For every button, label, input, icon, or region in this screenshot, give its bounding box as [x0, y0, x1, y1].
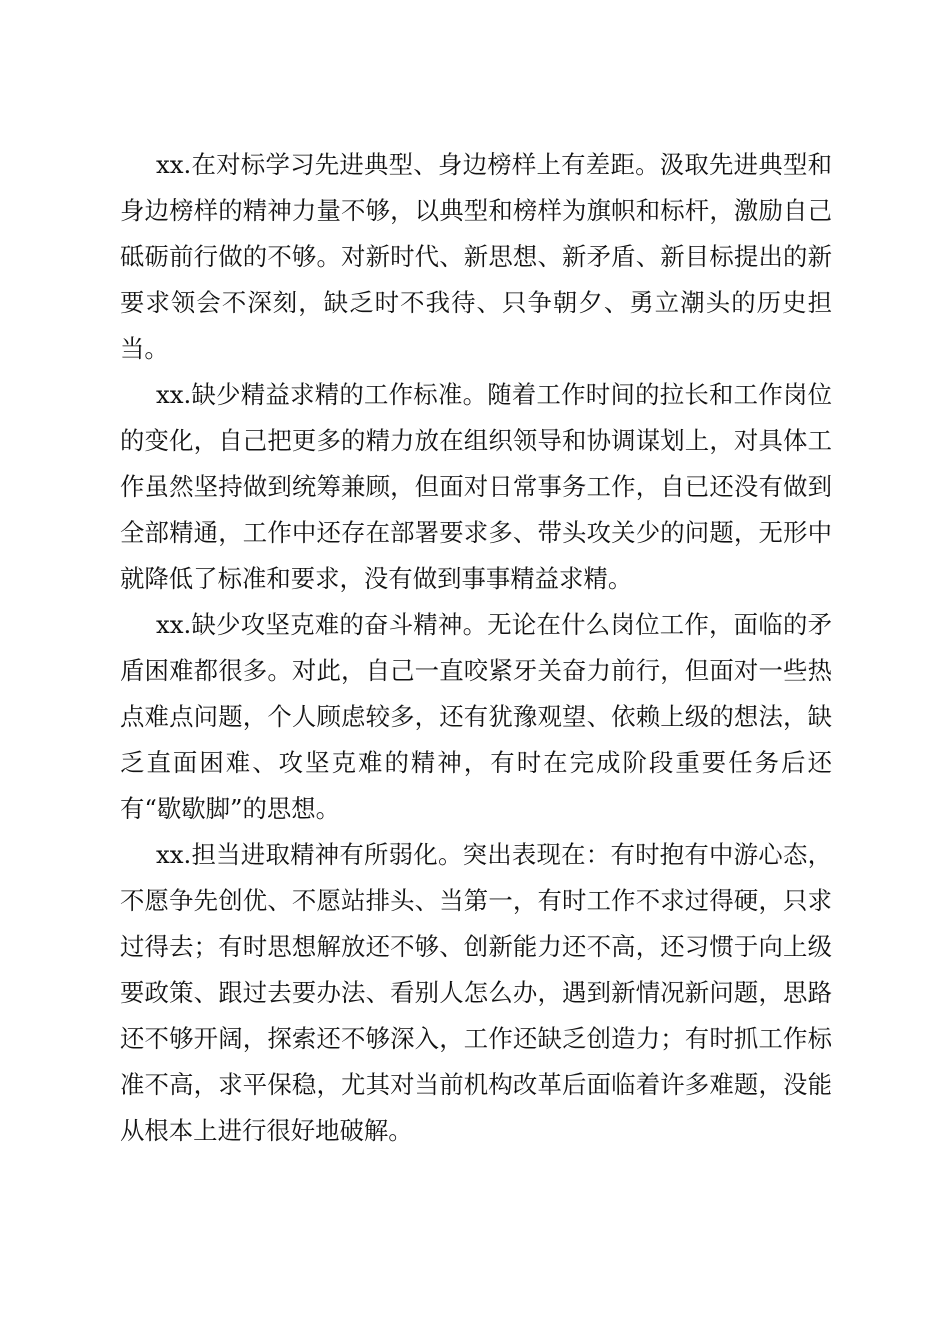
paragraph-work-standards: xx.缺少精益求精的工作标准。随着工作时间的拉长和工作岗位的变化，自己把更多的精力放在组织领导和协调谋划上，对具体工作虽然坚持做到统筹兼顾，但面对日常事务工作，自已还没有做到全部精通，工作中还存在部署要求多、带头攻关少的问题，无形中就降低了标准和要求，没有做到事事精益求精。 — [120, 380, 832, 593]
document-body — [120, 142, 832, 1154]
paragraph-struggle-spirit: xx.缺少攻坚克难的奋斗精神。无论在什么岗位工作，面临的矛盾困难都很多。对此，自己一直咬紧牙关奋力前行，但面对一些热点难点问题，个人顾虑较多，还有犹豫观望、依赖上级的想法，缺乏直面困难、攻坚克难的精神，有时在完成阶段重要任务后还有“歇歇脚”的思想。 — [120, 610, 832, 823]
paragraph-enterprising-spirit: xx.担当进取精神有所弱化。突出表现在：有时抱有中游心态，不愿争先创优、不愿站排头、当第一，有时工作不求过得硬，只求过得去；有时思想解放还不够、创新能力还不高，还习惯于向上级要政策、跟过去要办法、看别人怎么办，遇到新情况新问题，思路还不够开阔，探索还不够深入，工作还缺乏创造力；有时抓工作标准不高，求平保稳，尤其对当前机构改革后面临着许多难题，没能从根本上进行很好地破解。 — [120, 840, 832, 1145]
paragraph-benchmark-learning: xx.在对标学习先进典型、身边榜样上有差距。汲取先进典型和身边榜样的精神力量不够，以典型和榜样为旗帜和标杆，激励自己砥砺前行做的不够。对新时代、新思想、新矛盾、新目标提出的新要求领会不深刻，缺乏时不我待、只争朝夕、勇立潮头的历史担当。 — [120, 150, 832, 363]
